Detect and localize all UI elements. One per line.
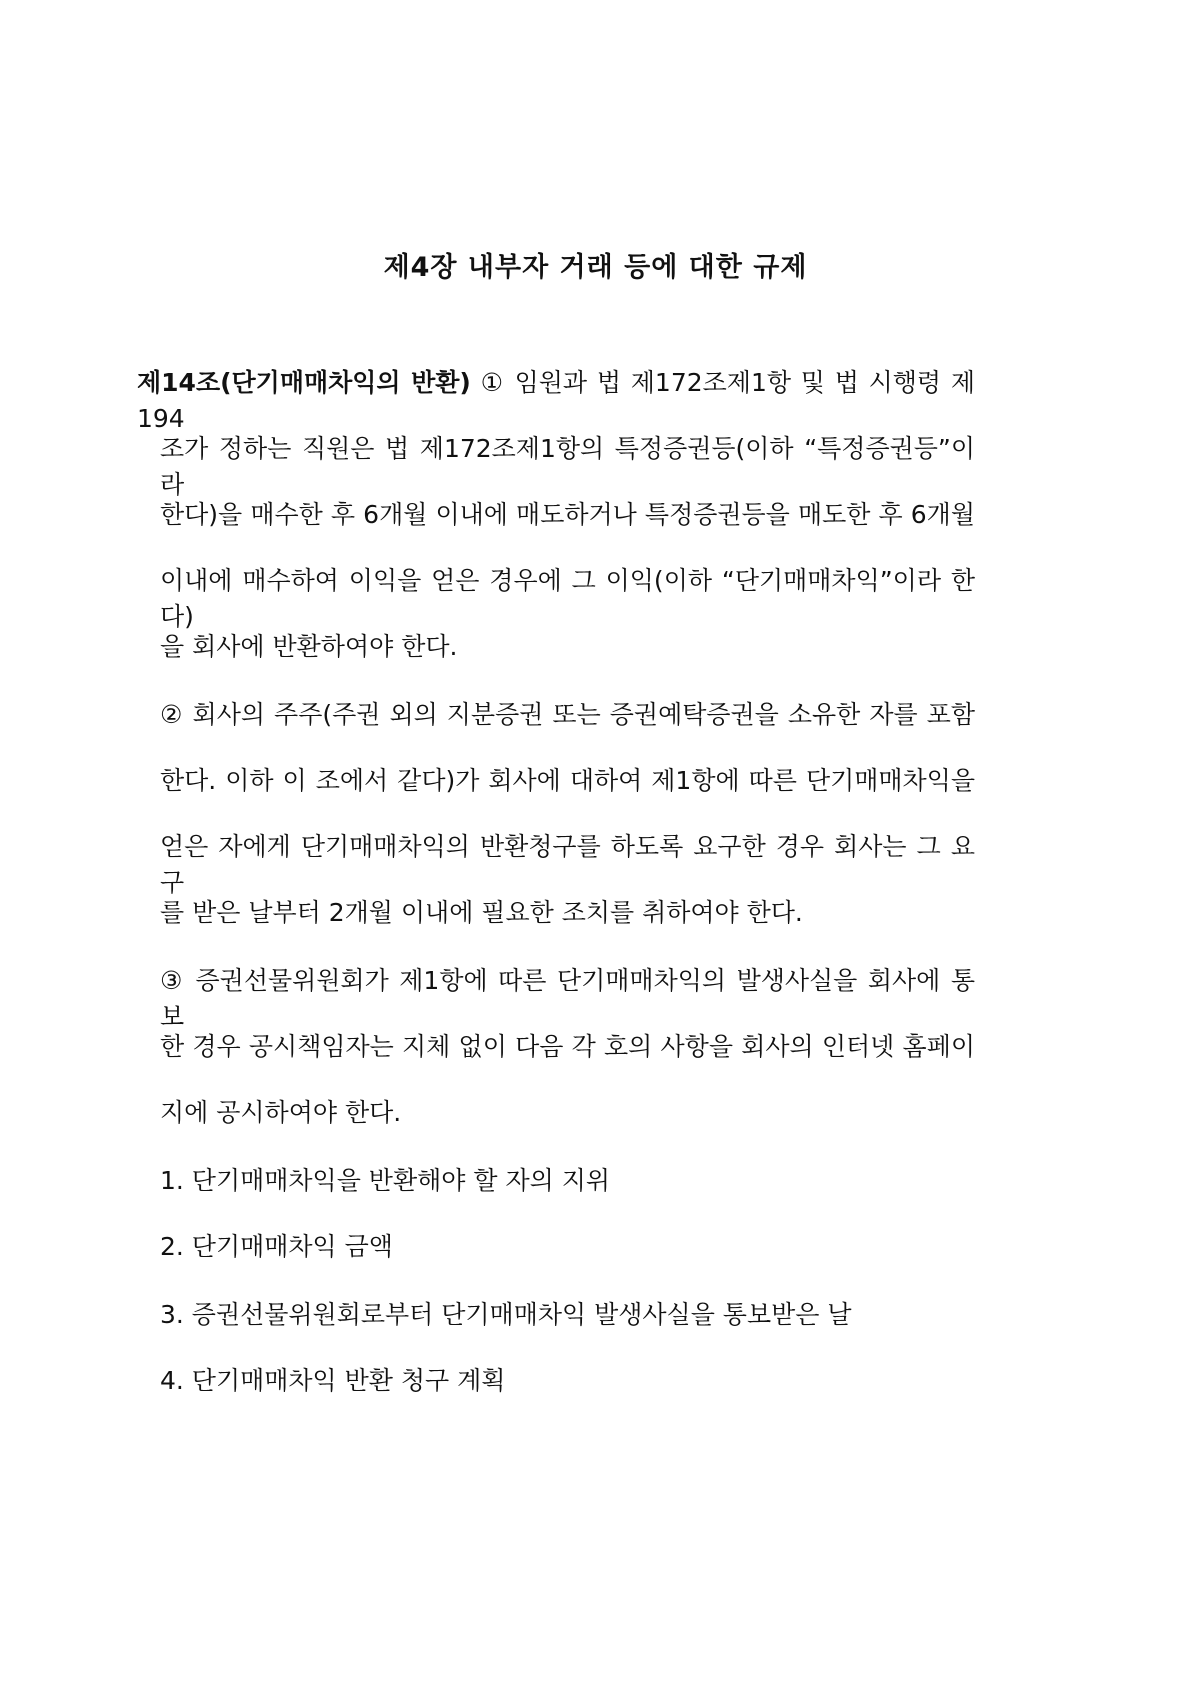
para1-line1-text: ① 임원과 법 제172조제1항 및 법 시행령 제194 [137, 368, 975, 433]
para1-line5: 을 회사에 반환하여야 한다. [160, 632, 458, 661]
para3-line2: 한 경우 공시책임자는 지체 없이 다음 각 호의 사항을 회사의 인터넷 홈페이 [160, 1032, 975, 1061]
list-item: 2. 단기매매차익 금액 [160, 1232, 393, 1261]
para3-line3: 지에 공시하여야 한다. [160, 1098, 402, 1127]
para1-line3: 한다)을 매수한 후 6개월 이내에 매도하거나 특정증권등을 매도한 후 6개월 [160, 500, 975, 529]
list-item: 1. 단기매매차익을 반환해야 할 자의 지위 [160, 1166, 610, 1195]
para2-line2: 한다. 이하 이 조에서 같다)가 회사에 대하여 제1항에 따른 단기매매차익을 [160, 766, 975, 795]
chapter-title: 제4장 내부자 거래 등에 대한 규제 [383, 252, 808, 283]
article-first-line [137, 365, 975, 437]
para1-line2: 조가 정하는 직원은 법 제172조제1항의 특정증권등(이하 “특정증권등”이라 [160, 434, 975, 499]
list-item: 4. 단기매매차익 반환 청구 계획 [160, 1366, 506, 1395]
article-heading: 제14조(단기매매차익의 반환) [137, 368, 471, 397]
para2-line3: 얻은 자에게 단기매매차익의 반환청구를 하도록 요구한 경우 회사는 그 요구 [160, 832, 975, 897]
para2-line1: ② 회사의 주주(주권 외의 지분증권 또는 증권예탁증권을 소유한 자를 포함 [160, 700, 975, 729]
para2-line4: 를 받은 날부터 2개월 이내에 필요한 조치를 취하여야 한다. [160, 898, 803, 927]
list-item: 3. 증권선물위원회로부터 단기매매차익 발생사실을 통보받은 날 [160, 1300, 852, 1329]
para1-line4: 이내에 매수하여 이익을 얻은 경우에 그 이익(이하 “단기매매차익”이라 한다) [160, 566, 975, 631]
para3-line1: ③ 증권선물위원회가 제1항에 따른 단기매매차익의 발생사실을 회사에 통보 [160, 966, 975, 1031]
